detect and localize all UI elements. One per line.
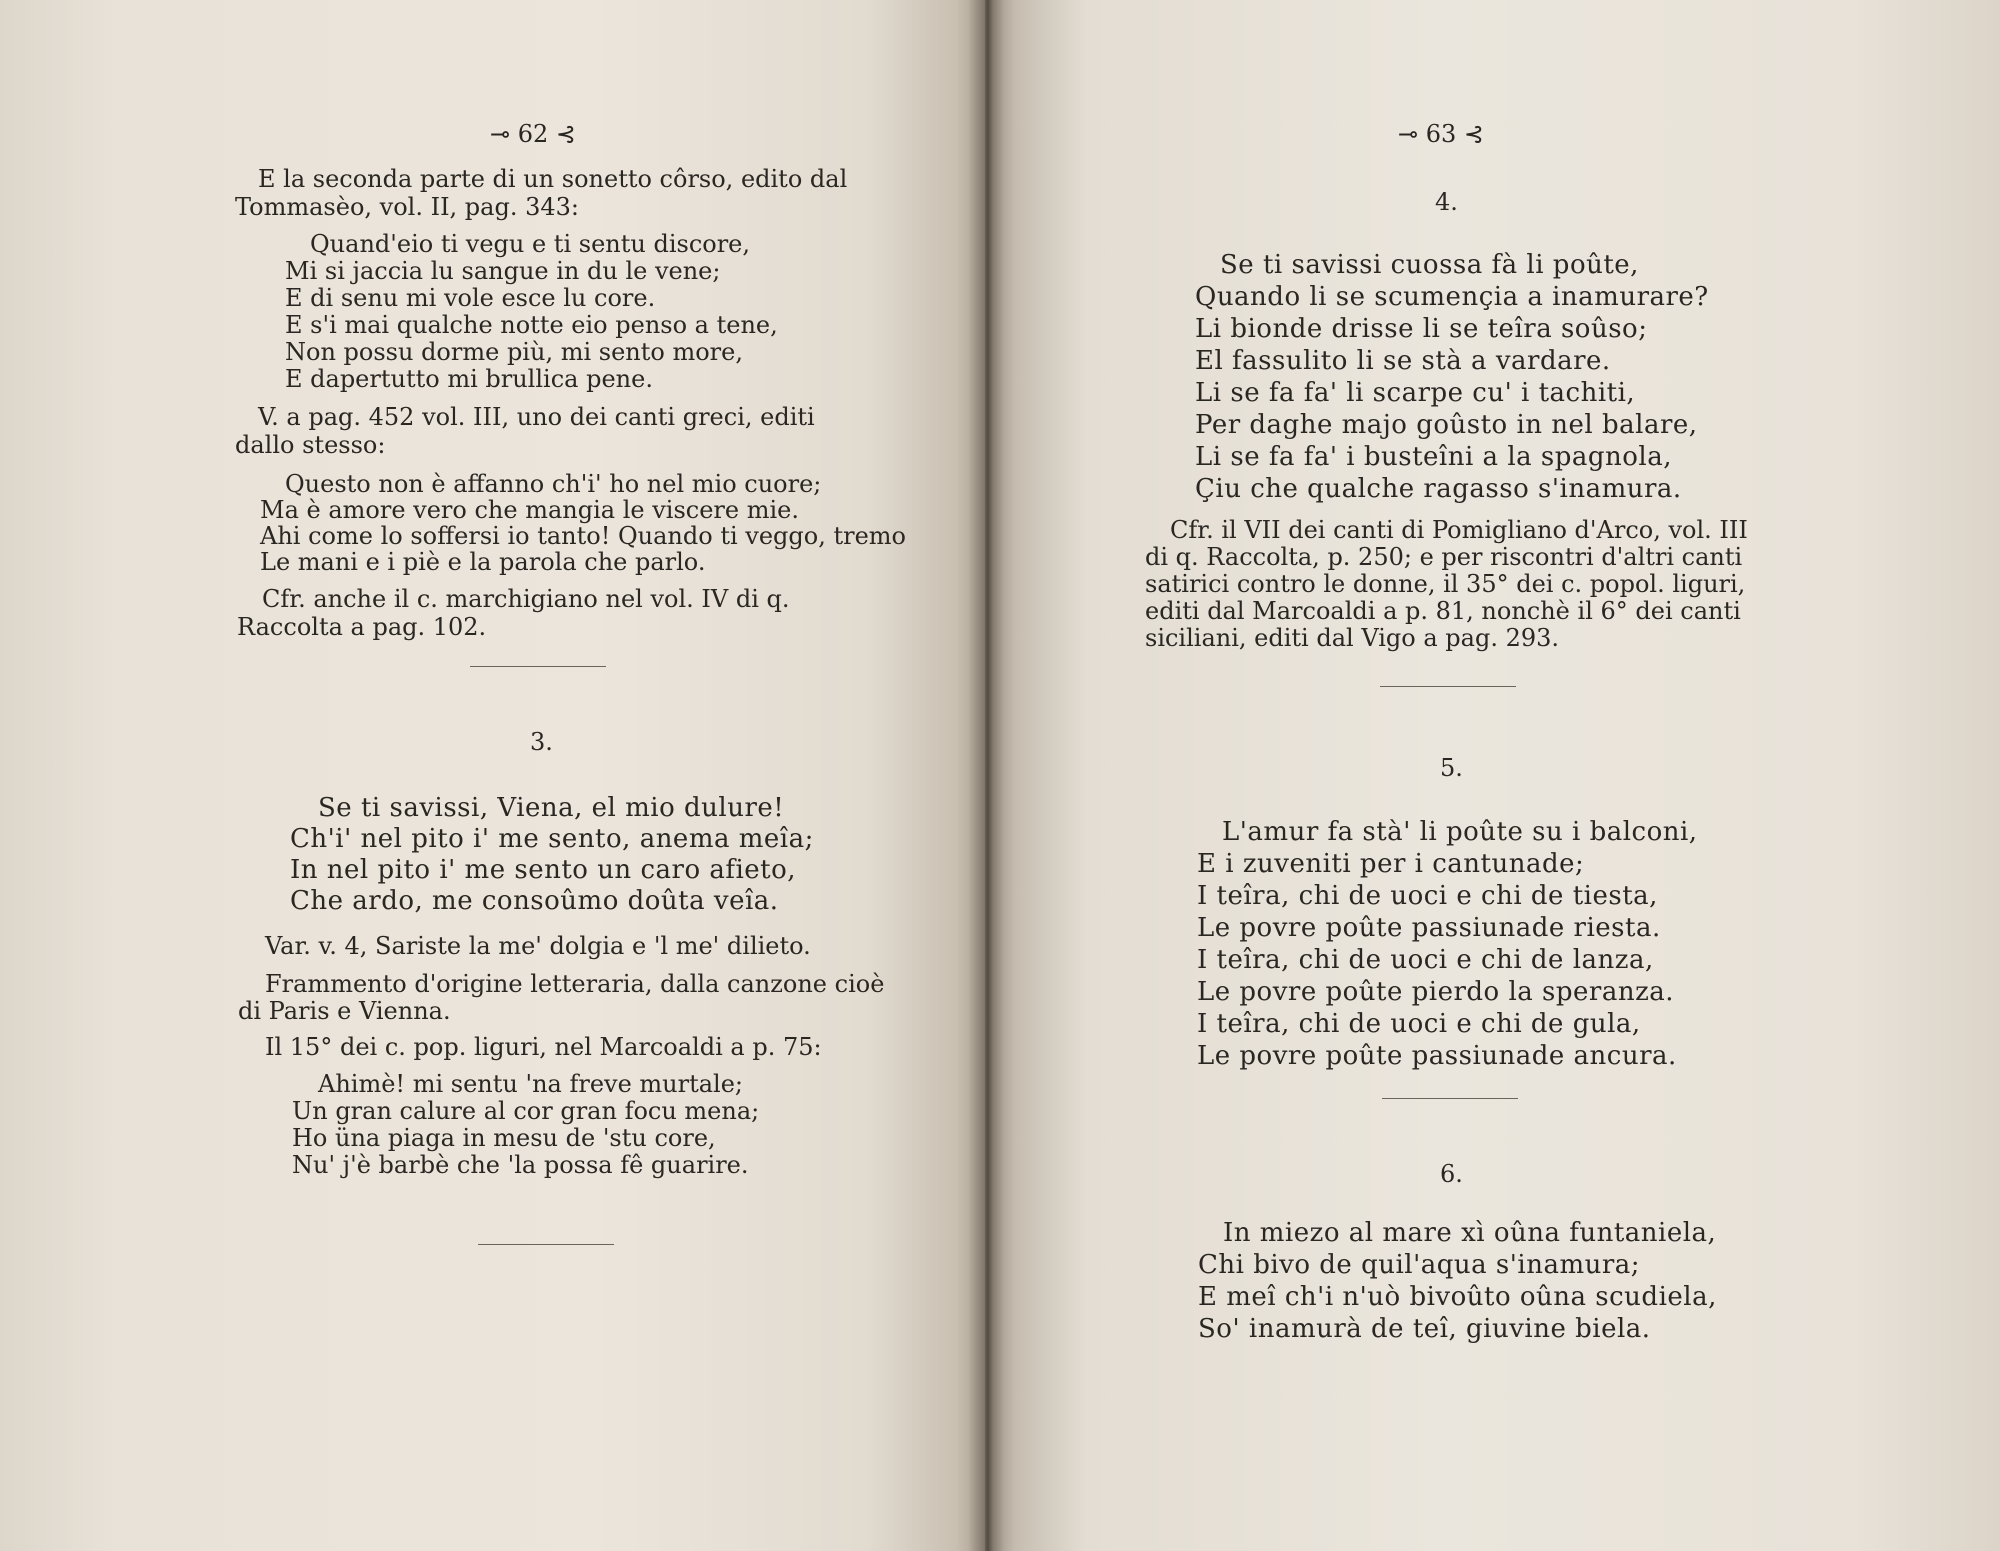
poem-line: Mi si jaccia lu sangue in du le vene; — [285, 257, 721, 285]
reference-line: dallo stesso: — [235, 431, 386, 459]
cfr-line: satirici contro le donne, il 35° dei c. popol. liguri, — [1145, 570, 1746, 598]
poem-line: Quando li se scumençia a inamurare? — [1195, 282, 1709, 312]
poem-line: Chi bivo de quil'aqua s'inamura; — [1198, 1250, 1641, 1280]
poem-line: Se ti savissi cuossa fà li poûte, — [1220, 250, 1639, 280]
poem-line: E s'i mai qualche notte eio penso a tene, — [285, 311, 778, 339]
reference-line: V. a pag. 452 vol. III, uno dei canti greci, editi — [258, 403, 815, 431]
poem-line: Le povre poûte passiunade ancura. — [1197, 1041, 1677, 1071]
poem-line: Le povre poûte passiunade riesta. — [1197, 913, 1661, 943]
poem-line: Per daghe majo goûsto in nel balare, — [1195, 410, 1698, 440]
fragment-line: di Paris e Vienna. — [238, 997, 451, 1025]
section-number: 4. — [1435, 188, 1458, 216]
section-divider — [1382, 1098, 1518, 1099]
cfr-line: Raccolta a pag. 102. — [237, 613, 487, 641]
poem-line: Questo non è affanno ch'i' ho nel mio cuore; — [285, 470, 822, 498]
section-number: 6. — [1440, 1160, 1463, 1188]
poem-line: In nel pito i' me sento un caro afieto, — [290, 855, 797, 885]
intro-line: E la seconda parte di un sonetto côrso, edito dal — [258, 165, 848, 193]
section-divider — [470, 666, 606, 667]
book-gutter — [968, 0, 1004, 1551]
fragment-line: Frammento d'origine letteraria, dalla canzone cioè — [265, 970, 885, 998]
poem-line: Un gran calure al cor gran focu mena; — [292, 1097, 760, 1125]
section-divider — [478, 1244, 614, 1245]
section-number: 3. — [530, 728, 553, 756]
poem-line: Che ardo, me consoûmo doûta veîa. — [290, 886, 779, 916]
cfr-line: siciliani, editi dal Vigo a pag. 293. — [1145, 624, 1560, 652]
poem-line: Se ti savissi, Viena, el mio dulure! — [318, 793, 785, 823]
poem-line: E di senu mi vole esce lu core. — [285, 284, 656, 312]
poem-line: I teîra, chi de uoci e chi de tiesta, — [1197, 881, 1658, 911]
left-page — [0, 0, 985, 1551]
poem-line: So' inamurà de teî, giuvine biela. — [1198, 1314, 1651, 1344]
section-number: 5. — [1440, 754, 1463, 782]
poem-line: I teîra, chi de uoci e chi de gula, — [1197, 1009, 1641, 1039]
poem-line: Ahi come lo soffersi io tanto! Quando ti veggo, tremo — [260, 522, 906, 550]
poem-line: Non possu dorme più, mi sento more, — [285, 338, 743, 366]
poem-line: E i zuveniti per i cantunade; — [1197, 849, 1585, 879]
poem-line: Ma è amore vero che mangia le viscere mie. — [260, 496, 799, 524]
cfr-line: di q. Raccolta, p. 250; e per riscontri d'altri canti — [1145, 543, 1743, 571]
poem-line: E meî ch'i n'uò bivoûto oûna scudiela, — [1198, 1282, 1717, 1312]
poem-line: Le povre poûte pierdo la speranza. — [1197, 977, 1675, 1007]
right-page — [985, 0, 2000, 1551]
poem-line: L'amur fa stà' li poûte su i balconi, — [1222, 817, 1698, 847]
variant-note: Var. v. 4, Sariste la me' dolgia e 'l me' dilieto. — [265, 932, 811, 960]
page-header: ⊸ 63 ⊰ — [1398, 120, 1485, 148]
poem-line: Le mani e i piè e la parola che parlo. — [260, 548, 706, 576]
poem-line: Çiu che qualche ragasso s'inamura. — [1195, 474, 1682, 504]
cfr-line: Cfr. il VII dei canti di Pomigliano d'Arco, vol. III — [1170, 516, 1748, 544]
cfr-line: editi dal Marcoaldi a p. 81, nonchè il 6° dei canti — [1145, 597, 1741, 625]
section-divider — [1380, 686, 1516, 687]
poem-line: E dapertutto mi brullica pene. — [285, 365, 653, 393]
cfr-line: Cfr. anche il c. marchigiano nel vol. IV di q. — [262, 585, 790, 613]
reference-line: Il 15° dei c. pop. liguri, nel Marcoaldi a p. 75: — [265, 1033, 822, 1061]
poem-line: I teîra, chi de uoci e chi de lanza, — [1197, 945, 1654, 975]
poem-line: Ahimè! mi sentu 'na freve murtale; — [318, 1070, 744, 1098]
poem-line: Nu' j'è barbè che 'la possa fê guarire. — [292, 1151, 749, 1179]
poem-line: In miezo al mare xì oûna funtaniela, — [1223, 1218, 1717, 1248]
poem-line: El fassulito li se stà a vardare. — [1195, 346, 1611, 376]
intro-line: Tommasèo, vol. II, pag. 343: — [235, 193, 579, 221]
poem-line: Ho üna piaga in mesu de 'stu core, — [292, 1124, 716, 1152]
poem-line: Quand'eio ti vegu e ti sentu discore, — [310, 230, 751, 258]
page-header: ⊸ 62 ⊰ — [490, 120, 577, 148]
poem-line: Ch'i' nel pito i' me sento, anema meîa; — [290, 824, 814, 854]
poem-line: Li se fa fa' li scarpe cu' i tachiti, — [1195, 378, 1636, 408]
poem-line: Li se fa fa' i busteîni a la spagnola, — [1195, 442, 1673, 472]
poem-line: Li bionde drisse li se teîra soûso; — [1195, 314, 1648, 344]
